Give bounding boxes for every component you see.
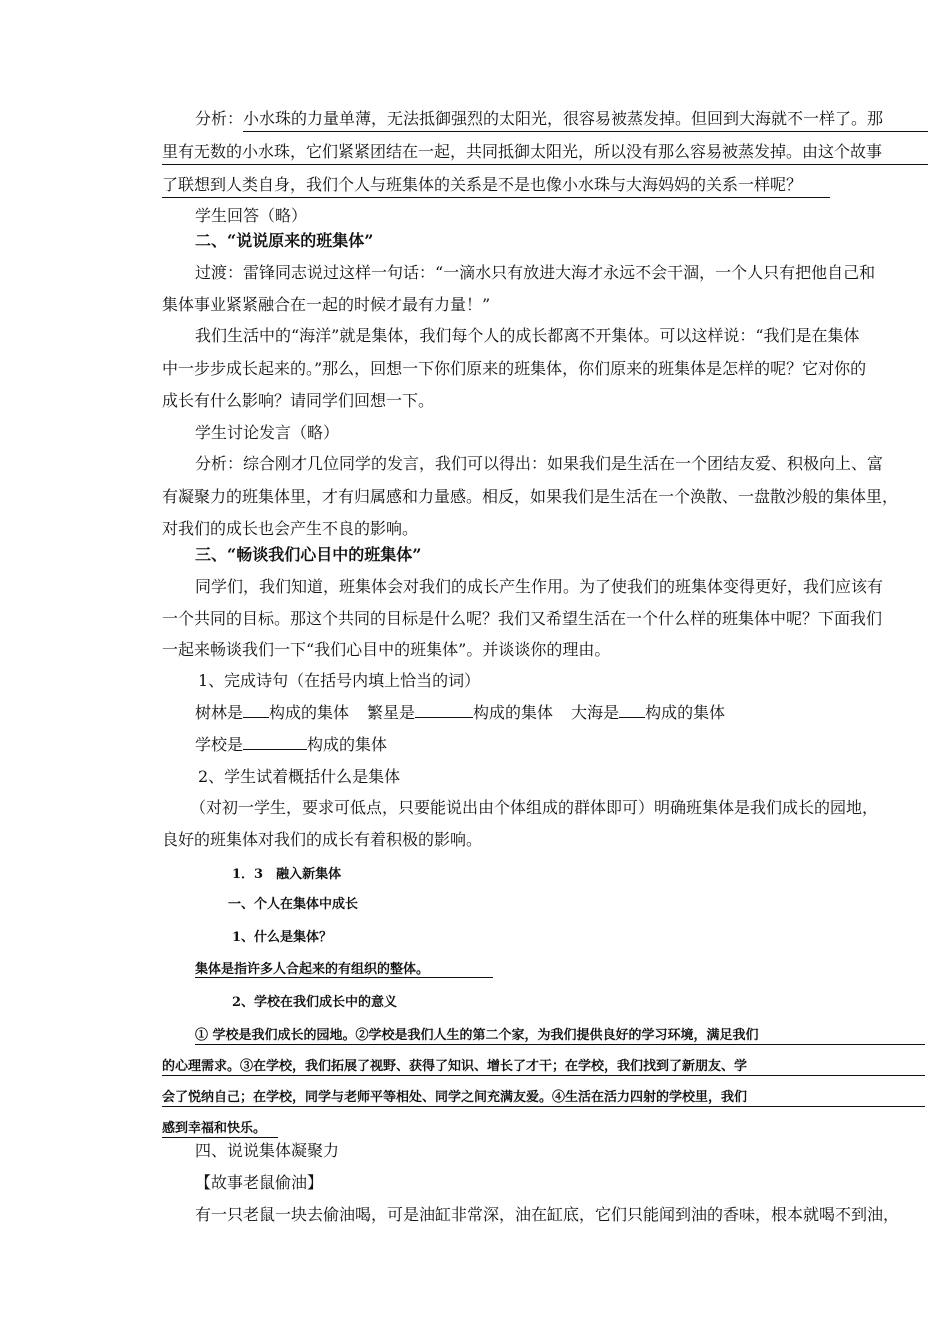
paragraph-line: 一个共同的目标。那这个共同的目标是什么呢？我们又希望生活在一个什么样的班集体中呢？下面我们 <box>162 609 883 628</box>
analysis-paragraph-line-1: 分析：小水珠的力量单薄，无法抵御强烈的太阳光，很容易被蒸发掉。但回到大海就不一样了。那 <box>195 109 884 128</box>
poem-fill-line-1 <box>195 703 725 723</box>
paragraph-line: 我们生活中的“海洋”就是集体，我们每个人的成长都离不开集体。可以这样说：“我们是在集体 <box>195 326 860 345</box>
analysis-line: 分析：综合刚才几位同学的发言，我们可以得出：如果我们是生活在一个团结友爱、积极向上、富 <box>195 454 884 473</box>
subsection-heading: 一、个人在集体中成长 <box>228 897 359 912</box>
student-answer-note: 学生回答（略） <box>195 206 308 225</box>
analysis-line: 对我们的成长也会产生不良的影响。 <box>162 519 419 538</box>
analysis-line: 有凝聚力的班集体里，才有归属感和力量感。相反，如果我们是生活在一个涣散、一盘散沙般的集体里， <box>162 487 899 506</box>
underline <box>195 1044 925 1045</box>
exercise-2-title: 2、学生试着概括什么是集体 <box>198 767 401 786</box>
significance-line-1: ① 学校是我们成长的园地。②学校是我们人生的第二个家，为我们提供良好的学习环境，满足我们 <box>195 1028 759 1043</box>
lesson-title: 1．3 融入新集体 <box>232 867 342 882</box>
significance-line-4: 感到幸福和快乐。 <box>162 1121 267 1136</box>
underline <box>243 131 928 132</box>
significance-line-3: 会了悦纳自己；在学校，同学与老师平等相处、同学之间充满友爱。④生活在活力四射的学校里，我们 <box>162 1090 748 1105</box>
story-line: 有一只老鼠一块去偷油喝，可是油缸非常深，油在缸底，它们只能闻到油的香味，根本就喝不到油， <box>195 1205 900 1224</box>
definition-line: 集体是指许多人合起来的有组织的整体。 <box>195 962 430 977</box>
story-title: 【故事老鼠偷油】 <box>195 1173 324 1192</box>
transition-line-1: 过渡：雷锋同志说过这样一句话：“一滴水只有放进大海才永远不会干涸，一个人只有把他自己和 <box>195 263 876 282</box>
poem-text: 大海是 <box>571 703 620 722</box>
poem-text: 构成的集体 <box>307 735 388 754</box>
exercise-1-title: 1、完成诗句（在括号内填上恰当的词） <box>198 671 481 690</box>
poem-text: 树林是 <box>195 703 244 722</box>
paragraph-line: 良好的班集体对我们的成长有着积极的影响。 <box>162 830 483 849</box>
poem-text: 构成的集体 <box>269 703 350 722</box>
significance-line-2: 的心理需求。③在学校，我们拓展了视野、获得了知识、增长了才干；在学校，我们找到了新朋友、学 <box>162 1059 748 1074</box>
question-heading: 2、学校在我们成长中的意义 <box>232 995 398 1010</box>
underline <box>162 164 928 165</box>
question-heading: 1、什么是集体？ <box>232 930 333 945</box>
paragraph-line: 同学们，我们知道，班集体会对我们的成长产生作用。为了使我们的班集体变得更好，我们应该有 <box>195 577 884 596</box>
poem-text: 构成的集体 <box>645 703 726 722</box>
poem-text: 繁星是 <box>367 703 416 722</box>
paragraph-line: （对初一学生，要求可低点，只要能说出由个体组成的群体即可）明确班集体是我们成长的园地， <box>190 798 879 817</box>
student-discussion-note: 学生讨论发言（略） <box>195 423 340 442</box>
paragraph-line: 成长有什么影响？请同学们回想一下。 <box>162 391 435 410</box>
fill-blank[interactable] <box>415 703 473 718</box>
paragraph-line: 中一步步成长起来的。”那么，回想一下你们原来的班集体，你们原来的班集体是怎样的呢？它对你的 <box>162 359 867 378</box>
transition-line-2: 集体事业紧紧融合在一起的时候才最有力量！” <box>162 295 491 314</box>
underline <box>162 197 830 198</box>
underline <box>162 1106 925 1107</box>
underline <box>195 977 493 978</box>
section-heading-2: 二、“说说原来的班集体” <box>195 231 374 250</box>
underline <box>162 1075 925 1076</box>
analysis-paragraph-line-2: 里有无数的小水珠，它们紧紧团结在一起，共同抵御太阳光，所以没有那么容易被蒸发掉。由这个故事 <box>162 142 883 161</box>
underline <box>162 1137 278 1138</box>
fill-blank[interactable] <box>243 703 269 718</box>
poem-text: 学校是 <box>195 735 244 754</box>
section-heading-4: 四、说说集体凝聚力 <box>195 1141 340 1160</box>
poem-fill-line-2 <box>195 735 387 755</box>
analysis-paragraph-line-3: 了联想到人类自身，我们个人与班集体的关系是不是也像小水珠与大海妈妈的关系一样呢？ <box>162 175 803 194</box>
fill-blank[interactable] <box>243 735 307 750</box>
fill-blank[interactable] <box>619 703 645 718</box>
paragraph-line: 一起来畅谈我们一下“我们心目中的班集体”。并谈谈你的理由。 <box>162 640 611 659</box>
section-heading-3: 三、“畅谈我们心目中的班集体” <box>195 545 422 564</box>
poem-text: 构成的集体 <box>473 703 554 722</box>
